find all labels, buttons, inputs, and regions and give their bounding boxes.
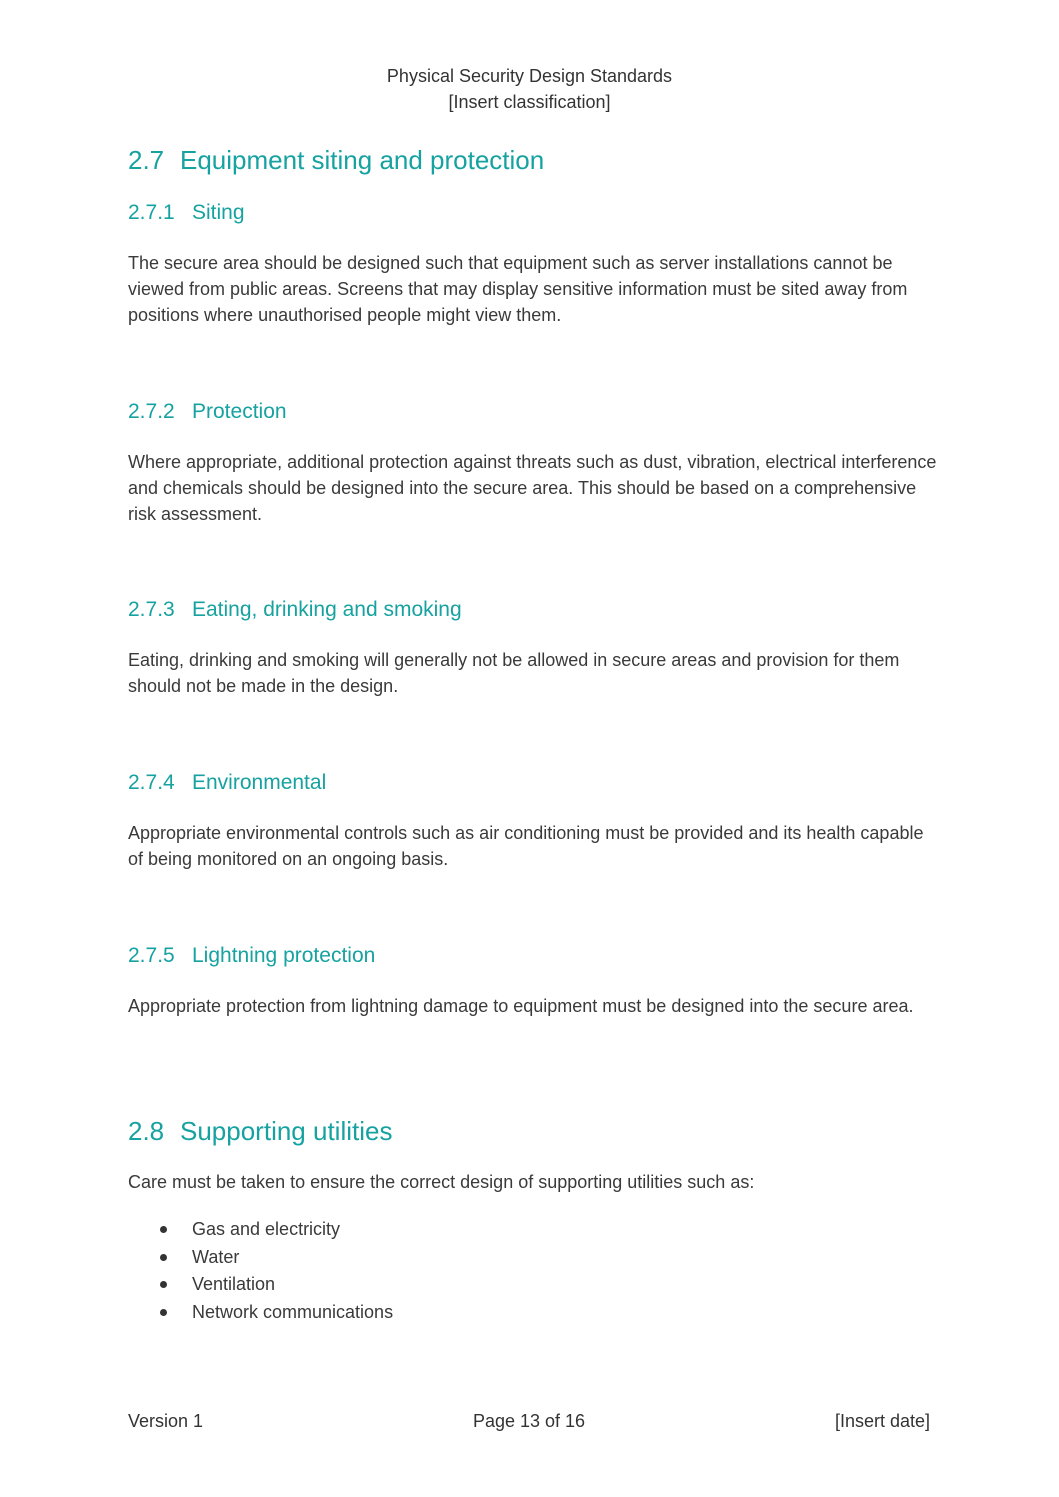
list-item: Gas and electricity [128, 1216, 393, 1244]
header-title: Physical Security Design Standards [386, 66, 673, 86]
heading-number: 2.7.2 [128, 400, 175, 423]
heading-title: Equipment siting and protection [180, 145, 545, 175]
heading-number: 2.7.5 [128, 944, 175, 967]
heading-title: Lightning protection [192, 944, 376, 967]
heading-title: Siting [192, 201, 245, 224]
footer-version: Version 1 [128, 1411, 204, 1431]
heading-number: 2.8 [128, 1116, 165, 1146]
heading-2-7-4 [128, 769, 326, 797]
page-header [0, 63, 1059, 115]
paragraph-lightning: Appropriate protection from lightning damage to equipment must be designed into the secure area. [128, 996, 914, 1016]
bullet-icon [160, 1226, 167, 1233]
paragraph-eating: Eating, drinking and smoking will generally not be allowed in secure areas and provision for them should not be made in the design. [128, 650, 900, 696]
header-classification: [Insert classification] [448, 92, 611, 112]
list-item: Network communications [128, 1299, 393, 1327]
bullet-icon [160, 1254, 167, 1261]
heading-2-7-5 [128, 942, 375, 970]
heading-number: 2.7.3 [128, 598, 175, 621]
bullet-icon [160, 1281, 167, 1288]
list-item: Ventilation [128, 1271, 393, 1299]
heading-title: Protection [192, 400, 287, 423]
heading-2-8 [128, 1114, 392, 1148]
heading-2-7-2 [128, 398, 287, 426]
footer-page-number: Page 13 of 16 [472, 1411, 586, 1431]
paragraph-environmental: Appropriate environmental controls such as air conditioning must be provided and its health capable of being monitored on an ongoing basis. [128, 823, 924, 869]
heading-title: Eating, drinking and smoking [192, 598, 462, 621]
heading-title: Supporting utilities [180, 1116, 393, 1146]
heading-2-7-1 [128, 199, 245, 227]
footer-date: [Insert date] [834, 1411, 930, 1431]
heading-number: 2.7.4 [128, 771, 175, 794]
paragraph-protection: Where appropriate, additional protection against threats such as dust, vibration, electrical interference and chemicals should be designed into the secure area. This should be based on a comprehensive risk assessment. [128, 452, 937, 524]
utilities-list [128, 1216, 393, 1326]
heading-number: 2.7 [128, 145, 165, 175]
heading-2-7-3 [128, 596, 462, 624]
heading-number: 2.7.1 [128, 201, 175, 224]
list-item: Water [128, 1244, 393, 1272]
heading-2-7 [128, 143, 544, 177]
bullet-icon [160, 1309, 167, 1316]
heading-title: Environmental [192, 771, 327, 794]
paragraph-utilities: Care must be taken to ensure the correct design of supporting utilities such as: [128, 1172, 755, 1192]
paragraph-siting: The secure area should be designed such that equipment such as server installations cannot be viewed from public areas. Screens that may display sensitive information must be sited away from positions where unauthorised people might view them. [128, 253, 908, 325]
